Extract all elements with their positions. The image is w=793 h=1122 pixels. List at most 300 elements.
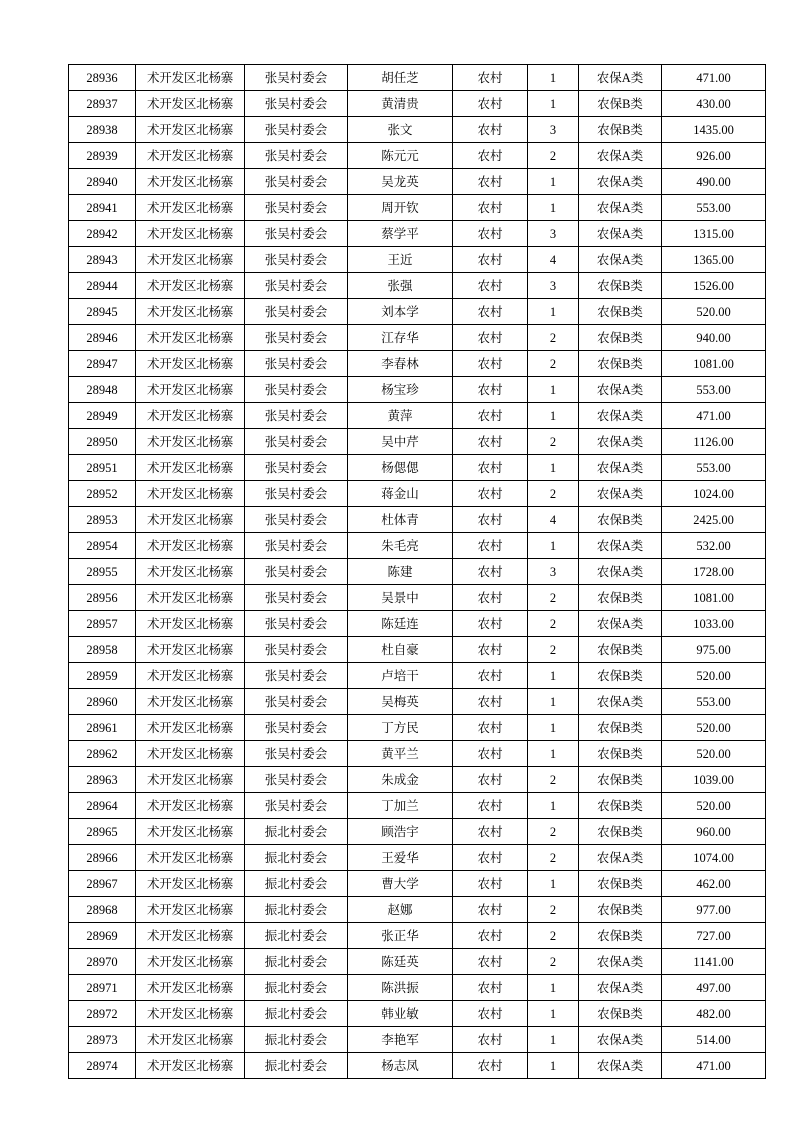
cell-id: 28969	[69, 923, 136, 949]
cell-village: 振北村委会	[245, 975, 348, 1001]
cell-name: 吴龙英	[348, 169, 453, 195]
cell-id: 28945	[69, 299, 136, 325]
cell-household-type: 农村	[453, 923, 528, 949]
cell-name: 周开钦	[348, 195, 453, 221]
cell-category: 农保A类	[579, 221, 662, 247]
cell-village: 张吴村委会	[245, 689, 348, 715]
cell-name: 杜体青	[348, 507, 453, 533]
cell-amount: 490.00	[662, 169, 766, 195]
region-text: 术开发区北杨寨	[146, 174, 234, 189]
cell-village: 张吴村委会	[245, 117, 348, 143]
cell-persons: 3	[528, 559, 579, 585]
cell-persons: 1	[528, 663, 579, 689]
cell-amount: 1365.00	[662, 247, 766, 273]
cell-region	[136, 559, 245, 585]
cell-persons: 3	[528, 273, 579, 299]
cell-region	[136, 325, 245, 351]
cell-persons: 2	[528, 845, 579, 871]
cell-persons: 3	[528, 117, 579, 143]
cell-category: 农保B类	[579, 663, 662, 689]
cell-name: 杨志凤	[348, 1053, 453, 1079]
cell-persons: 1	[528, 793, 579, 819]
cell-region	[136, 377, 245, 403]
cell-category: 农保B类	[579, 1001, 662, 1027]
cell-persons: 1	[528, 455, 579, 481]
cell-amount: 975.00	[662, 637, 766, 663]
cell-amount: 497.00	[662, 975, 766, 1001]
cell-name: 张强	[348, 273, 453, 299]
cell-village: 张吴村委会	[245, 195, 348, 221]
cell-category: 农保B类	[579, 741, 662, 767]
cell-name: 吴梅英	[348, 689, 453, 715]
cell-name: 胡任芝	[348, 65, 453, 91]
region-text: 术开发区北杨寨	[146, 408, 234, 423]
cell-region	[136, 741, 245, 767]
region-text: 术开发区北杨寨	[146, 70, 234, 85]
table-row	[69, 923, 766, 949]
cell-persons: 1	[528, 689, 579, 715]
cell-persons: 2	[528, 143, 579, 169]
region-text: 术开发区北杨寨	[146, 616, 234, 631]
region-text: 术开发区北杨寨	[146, 148, 234, 163]
cell-region	[136, 507, 245, 533]
cell-id: 28939	[69, 143, 136, 169]
cell-household-type: 农村	[453, 65, 528, 91]
cell-amount: 553.00	[662, 689, 766, 715]
cell-village: 张吴村委会	[245, 793, 348, 819]
cell-name: 吴景中	[348, 585, 453, 611]
region-text: 术开发区北杨寨	[146, 96, 234, 111]
cell-amount: 520.00	[662, 793, 766, 819]
cell-category: 农保A类	[579, 65, 662, 91]
cell-region	[136, 169, 245, 195]
cell-category: 农保B类	[579, 585, 662, 611]
cell-category: 农保A类	[579, 377, 662, 403]
cell-name: 陈廷英	[348, 949, 453, 975]
region-text: 术开发区北杨寨	[146, 200, 234, 215]
cell-village: 张吴村委会	[245, 767, 348, 793]
region-text: 术开发区北杨寨	[146, 304, 234, 319]
cell-village: 振北村委会	[245, 819, 348, 845]
cell-category: 农保B类	[579, 351, 662, 377]
cell-category: 农保B类	[579, 299, 662, 325]
table-row	[69, 351, 766, 377]
cell-name: 丁加兰	[348, 793, 453, 819]
cell-id: 28951	[69, 455, 136, 481]
region-text: 术开发区北杨寨	[146, 278, 234, 293]
cell-category: 农保A类	[579, 845, 662, 871]
cell-household-type: 农村	[453, 247, 528, 273]
cell-village: 张吴村委会	[245, 143, 348, 169]
cell-id: 28963	[69, 767, 136, 793]
cell-category: 农保A类	[579, 143, 662, 169]
cell-household-type: 农村	[453, 585, 528, 611]
cell-name: 杨偲偲	[348, 455, 453, 481]
cell-household-type: 农村	[453, 221, 528, 247]
region-text: 术开发区北杨寨	[146, 824, 234, 839]
cell-amount: 1081.00	[662, 351, 766, 377]
cell-category: 农保A类	[579, 455, 662, 481]
cell-region	[136, 195, 245, 221]
cell-village: 张吴村委会	[245, 481, 348, 507]
table-row	[69, 403, 766, 429]
cell-category: 农保A类	[579, 975, 662, 1001]
cell-region	[136, 897, 245, 923]
cell-category: 农保B类	[579, 793, 662, 819]
cell-persons: 2	[528, 897, 579, 923]
cell-persons: 1	[528, 377, 579, 403]
cell-amount: 532.00	[662, 533, 766, 559]
cell-amount: 1728.00	[662, 559, 766, 585]
cell-name: 朱成金	[348, 767, 453, 793]
cell-village: 张吴村委会	[245, 273, 348, 299]
table-row	[69, 247, 766, 273]
cell-persons: 2	[528, 949, 579, 975]
cell-region	[136, 65, 245, 91]
table-row	[69, 91, 766, 117]
cell-persons: 1	[528, 715, 579, 741]
cell-village: 张吴村委会	[245, 559, 348, 585]
cell-region	[136, 793, 245, 819]
cell-category: 农保B类	[579, 767, 662, 793]
cell-region	[136, 481, 245, 507]
cell-id: 28949	[69, 403, 136, 429]
table-row	[69, 767, 766, 793]
table-row	[69, 117, 766, 143]
region-text: 术开发区北杨寨	[146, 772, 234, 787]
cell-id: 28940	[69, 169, 136, 195]
cell-name: 王近	[348, 247, 453, 273]
cell-id: 28960	[69, 689, 136, 715]
cell-name: 顾浩宇	[348, 819, 453, 845]
table-row	[69, 299, 766, 325]
cell-amount: 940.00	[662, 325, 766, 351]
table-row	[69, 897, 766, 923]
cell-id: 28943	[69, 247, 136, 273]
cell-id: 28974	[69, 1053, 136, 1079]
cell-persons: 3	[528, 221, 579, 247]
cell-region	[136, 767, 245, 793]
cell-persons: 1	[528, 403, 579, 429]
cell-id: 28956	[69, 585, 136, 611]
cell-persons: 2	[528, 481, 579, 507]
cell-village: 张吴村委会	[245, 611, 348, 637]
cell-household-type: 农村	[453, 533, 528, 559]
cell-id: 28968	[69, 897, 136, 923]
cell-region	[136, 91, 245, 117]
cell-household-type: 农村	[453, 611, 528, 637]
region-text: 术开发区北杨寨	[146, 512, 234, 527]
cell-region	[136, 585, 245, 611]
cell-persons: 1	[528, 1001, 579, 1027]
region-text: 术开发区北杨寨	[146, 954, 234, 969]
cell-persons: 1	[528, 871, 579, 897]
cell-village: 张吴村委会	[245, 585, 348, 611]
cell-region	[136, 455, 245, 481]
cell-id: 28955	[69, 559, 136, 585]
table-row	[69, 533, 766, 559]
table-row	[69, 611, 766, 637]
cell-region	[136, 871, 245, 897]
cell-village: 振北村委会	[245, 923, 348, 949]
cell-village: 振北村委会	[245, 949, 348, 975]
cell-name: 陈建	[348, 559, 453, 585]
cell-id: 28970	[69, 949, 136, 975]
cell-household-type: 农村	[453, 819, 528, 845]
cell-amount: 520.00	[662, 663, 766, 689]
cell-amount: 471.00	[662, 403, 766, 429]
cell-village: 张吴村委会	[245, 429, 348, 455]
cell-region	[136, 923, 245, 949]
table-row	[69, 845, 766, 871]
cell-category: 农保B类	[579, 325, 662, 351]
cell-persons: 1	[528, 299, 579, 325]
table-row	[69, 559, 766, 585]
region-text: 术开发区北杨寨	[146, 564, 234, 579]
table-row	[69, 455, 766, 481]
cell-amount: 471.00	[662, 1053, 766, 1079]
cell-persons: 4	[528, 247, 579, 273]
cell-id: 28967	[69, 871, 136, 897]
cell-household-type: 农村	[453, 325, 528, 351]
cell-household-type: 农村	[453, 715, 528, 741]
cell-region	[136, 117, 245, 143]
cell-persons: 2	[528, 325, 579, 351]
cell-region	[136, 949, 245, 975]
cell-name: 黄萍	[348, 403, 453, 429]
cell-amount: 1315.00	[662, 221, 766, 247]
cell-category: 农保A类	[579, 611, 662, 637]
table-row	[69, 663, 766, 689]
cell-region	[136, 819, 245, 845]
cell-village: 振北村委会	[245, 845, 348, 871]
cell-id: 28953	[69, 507, 136, 533]
cell-id: 28961	[69, 715, 136, 741]
cell-name: 黄清贵	[348, 91, 453, 117]
table-row	[69, 169, 766, 195]
cell-region	[136, 247, 245, 273]
cell-category: 农保B类	[579, 507, 662, 533]
cell-id: 28954	[69, 533, 136, 559]
table-row	[69, 975, 766, 1001]
region-text: 术开发区北杨寨	[146, 720, 234, 735]
cell-amount: 1526.00	[662, 273, 766, 299]
cell-id: 28958	[69, 637, 136, 663]
cell-amount: 1081.00	[662, 585, 766, 611]
table-row	[69, 377, 766, 403]
cell-household-type: 农村	[453, 117, 528, 143]
cell-region	[136, 637, 245, 663]
cell-persons: 4	[528, 507, 579, 533]
cell-region	[136, 1053, 245, 1079]
cell-name: 陈廷连	[348, 611, 453, 637]
region-text: 术开发区北杨寨	[146, 330, 234, 345]
cell-household-type: 农村	[453, 403, 528, 429]
cell-name: 赵娜	[348, 897, 453, 923]
cell-household-type: 农村	[453, 897, 528, 923]
cell-persons: 1	[528, 1027, 579, 1053]
cell-category: 农保B类	[579, 819, 662, 845]
cell-id: 28936	[69, 65, 136, 91]
cell-village: 张吴村委会	[245, 741, 348, 767]
cell-region	[136, 403, 245, 429]
cell-amount: 1033.00	[662, 611, 766, 637]
cell-region	[136, 975, 245, 1001]
cell-name: 张文	[348, 117, 453, 143]
table-row	[69, 871, 766, 897]
cell-id: 28944	[69, 273, 136, 299]
cell-category: 农保A类	[579, 1027, 662, 1053]
cell-household-type: 农村	[453, 377, 528, 403]
cell-id: 28966	[69, 845, 136, 871]
cell-region	[136, 611, 245, 637]
region-text: 术开发区北杨寨	[146, 538, 234, 553]
cell-persons: 1	[528, 169, 579, 195]
cell-id: 28964	[69, 793, 136, 819]
region-text: 术开发区北杨寨	[146, 252, 234, 267]
region-text: 术开发区北杨寨	[146, 434, 234, 449]
cell-category: 农保A类	[579, 247, 662, 273]
cell-amount: 514.00	[662, 1027, 766, 1053]
region-text: 术开发区北杨寨	[146, 876, 234, 891]
cell-village: 振北村委会	[245, 871, 348, 897]
cell-household-type: 农村	[453, 481, 528, 507]
table-row	[69, 715, 766, 741]
region-text: 术开发区北杨寨	[146, 1032, 234, 1047]
cell-category: 农保A类	[579, 169, 662, 195]
region-text: 术开发区北杨寨	[146, 122, 234, 137]
cell-name: 张正华	[348, 923, 453, 949]
cell-id: 28965	[69, 819, 136, 845]
cell-household-type: 农村	[453, 273, 528, 299]
cell-household-type: 农村	[453, 741, 528, 767]
cell-persons: 2	[528, 767, 579, 793]
cell-amount: 1141.00	[662, 949, 766, 975]
cell-persons: 1	[528, 1053, 579, 1079]
cell-id: 28941	[69, 195, 136, 221]
table-row	[69, 949, 766, 975]
cell-household-type: 农村	[453, 949, 528, 975]
region-text: 术开发区北杨寨	[146, 226, 234, 241]
cell-amount: 430.00	[662, 91, 766, 117]
table-row	[69, 481, 766, 507]
region-text: 术开发区北杨寨	[146, 1058, 234, 1073]
cell-household-type: 农村	[453, 507, 528, 533]
cell-amount: 520.00	[662, 715, 766, 741]
cell-household-type: 农村	[453, 845, 528, 871]
cell-amount: 960.00	[662, 819, 766, 845]
cell-amount: 471.00	[662, 65, 766, 91]
table-row	[69, 325, 766, 351]
cell-category: 农保A类	[579, 403, 662, 429]
cell-village: 张吴村委会	[245, 377, 348, 403]
cell-region	[136, 1027, 245, 1053]
cell-household-type: 农村	[453, 975, 528, 1001]
table-row	[69, 689, 766, 715]
cell-household-type: 农村	[453, 455, 528, 481]
cell-persons: 1	[528, 65, 579, 91]
region-text: 术开发区北杨寨	[146, 798, 234, 813]
cell-name: 蔡学平	[348, 221, 453, 247]
cell-region	[136, 351, 245, 377]
cell-region	[136, 273, 245, 299]
cell-region	[136, 143, 245, 169]
cell-id: 28972	[69, 1001, 136, 1027]
cell-region	[136, 663, 245, 689]
cell-name: 杜自豪	[348, 637, 453, 663]
cell-village: 张吴村委会	[245, 65, 348, 91]
cell-village: 张吴村委会	[245, 221, 348, 247]
cell-id: 28971	[69, 975, 136, 1001]
table-row	[69, 1027, 766, 1053]
cell-persons: 1	[528, 741, 579, 767]
cell-id: 28950	[69, 429, 136, 455]
table-row	[69, 429, 766, 455]
cell-household-type: 农村	[453, 351, 528, 377]
cell-village: 张吴村委会	[245, 637, 348, 663]
beneficiary-table	[68, 64, 766, 1079]
cell-household-type: 农村	[453, 169, 528, 195]
cell-name: 江存华	[348, 325, 453, 351]
cell-household-type: 农村	[453, 767, 528, 793]
cell-category: 农保A类	[579, 481, 662, 507]
cell-region	[136, 533, 245, 559]
table-row	[69, 1053, 766, 1079]
cell-name: 朱毛亮	[348, 533, 453, 559]
cell-name: 韩业敏	[348, 1001, 453, 1027]
cell-amount: 926.00	[662, 143, 766, 169]
cell-amount: 482.00	[662, 1001, 766, 1027]
region-text: 术开发区北杨寨	[146, 980, 234, 995]
cell-category: 农保A类	[579, 533, 662, 559]
cell-amount: 1024.00	[662, 481, 766, 507]
region-text: 术开发区北杨寨	[146, 642, 234, 657]
cell-id: 28948	[69, 377, 136, 403]
cell-amount: 1039.00	[662, 767, 766, 793]
cell-name: 李春林	[348, 351, 453, 377]
cell-household-type: 农村	[453, 871, 528, 897]
cell-category: 农保A类	[579, 195, 662, 221]
cell-name: 蒋金山	[348, 481, 453, 507]
cell-category: 农保B类	[579, 273, 662, 299]
cell-household-type: 农村	[453, 1027, 528, 1053]
cell-village: 张吴村委会	[245, 455, 348, 481]
cell-household-type: 农村	[453, 429, 528, 455]
table-row	[69, 195, 766, 221]
cell-household-type: 农村	[453, 793, 528, 819]
table-body	[69, 65, 766, 1079]
cell-persons: 1	[528, 195, 579, 221]
cell-id: 28957	[69, 611, 136, 637]
cell-household-type: 农村	[453, 1001, 528, 1027]
cell-amount: 1074.00	[662, 845, 766, 871]
cell-village: 张吴村委会	[245, 351, 348, 377]
cell-village: 张吴村委会	[245, 403, 348, 429]
region-text: 术开发区北杨寨	[146, 694, 234, 709]
cell-region	[136, 221, 245, 247]
cell-amount: 727.00	[662, 923, 766, 949]
cell-id: 28938	[69, 117, 136, 143]
cell-village: 张吴村委会	[245, 247, 348, 273]
cell-region	[136, 299, 245, 325]
table-row	[69, 793, 766, 819]
table-row	[69, 741, 766, 767]
cell-amount: 553.00	[662, 377, 766, 403]
cell-name: 王爱华	[348, 845, 453, 871]
cell-village: 张吴村委会	[245, 663, 348, 689]
table-row	[69, 273, 766, 299]
cell-persons: 2	[528, 923, 579, 949]
